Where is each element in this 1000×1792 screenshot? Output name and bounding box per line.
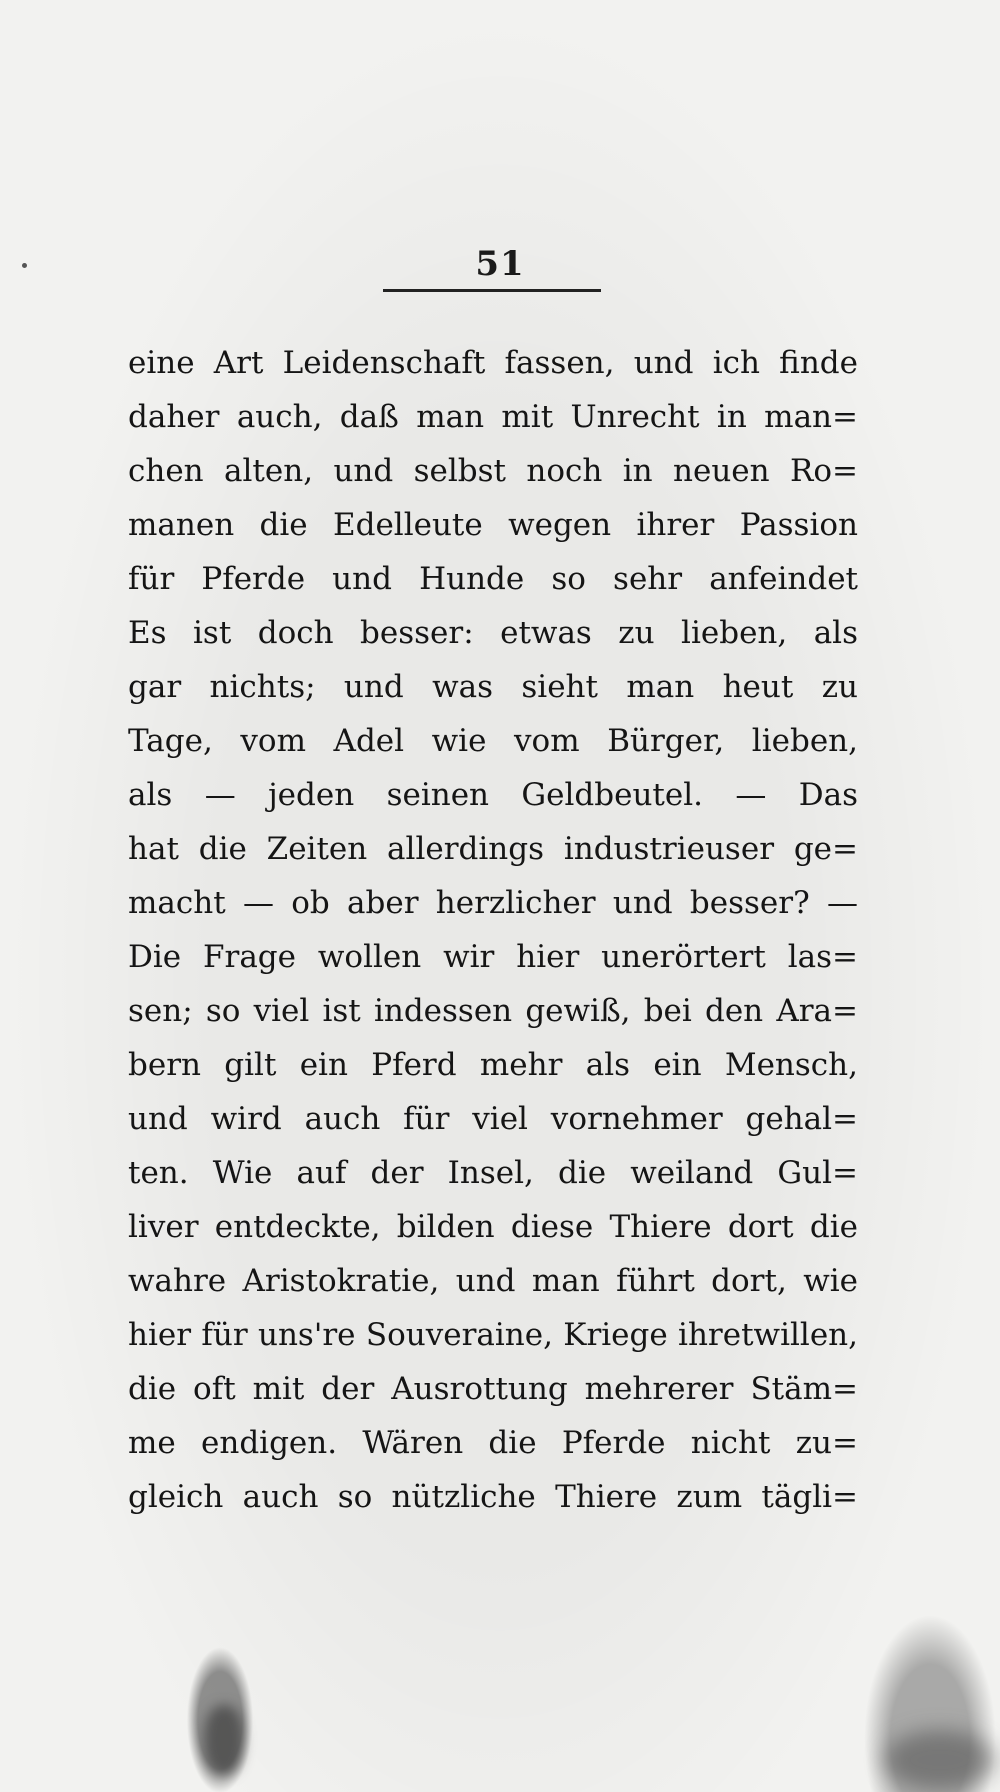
text-line: Tage, vom Adel wie vom Bürger, lieben, — [128, 723, 858, 759]
text-line: gleich auch so nützliche Thiere zum tägli= — [128, 1479, 858, 1515]
text-line: me endigen. Wären die Pferde nicht zu= — [128, 1425, 858, 1461]
text-line: gar nichts; und was sieht man heut zu — [128, 669, 858, 705]
text-line: und wird auch für viel vornehmer gehal= — [128, 1101, 858, 1137]
text-line: sen; so viel ist indessen gewiß, bei den Ara= — [128, 993, 858, 1029]
text-line: chen alten, und selbst noch in neuen Ro= — [128, 453, 858, 489]
page-number: 51 — [475, 244, 525, 284]
text-line: daher auch, daß man mit Unrecht in man= — [128, 399, 858, 435]
text-line: manen die Edelleute wegen ihrer Passion — [128, 507, 858, 543]
text-line: die oft mit der Ausrottung mehrerer Stäm= — [128, 1371, 858, 1407]
header-rule — [383, 289, 601, 292]
ink-smudge — [885, 1730, 995, 1790]
text-line: liver entdeckte, bilden diese Thiere dort die — [128, 1209, 858, 1245]
text-line: als — jeden seinen Geldbeutel. — Das — [128, 777, 858, 813]
text-line: bern gilt ein Pferd mehr als ein Mensch, — [128, 1047, 858, 1083]
text-line: hier für uns're Souveraine, Kriege ihretwillen, — [128, 1317, 858, 1353]
text-line: ten. Wie auf der Insel, die weiland Gul= — [128, 1155, 858, 1191]
text-line: für Pferde und Hunde so sehr anfeindet — [128, 561, 858, 597]
text-line: Es ist doch besser: etwas zu lieben, als — [128, 615, 858, 651]
text-line: macht — ob aber herzlicher und besser? — — [128, 885, 858, 921]
text-line: Die Frage wollen wir hier unerörtert las= — [128, 939, 858, 975]
ink-smudge — [204, 1705, 244, 1775]
body-text — [128, 336, 858, 1524]
text-line: hat die Zeiten allerdings industrieuser ge= — [128, 831, 858, 867]
text-line: eine Art Leidenschaft fassen, und ich finde — [128, 345, 858, 381]
text-line: wahre Aristokratie, und man führt dort, wie — [128, 1263, 858, 1299]
